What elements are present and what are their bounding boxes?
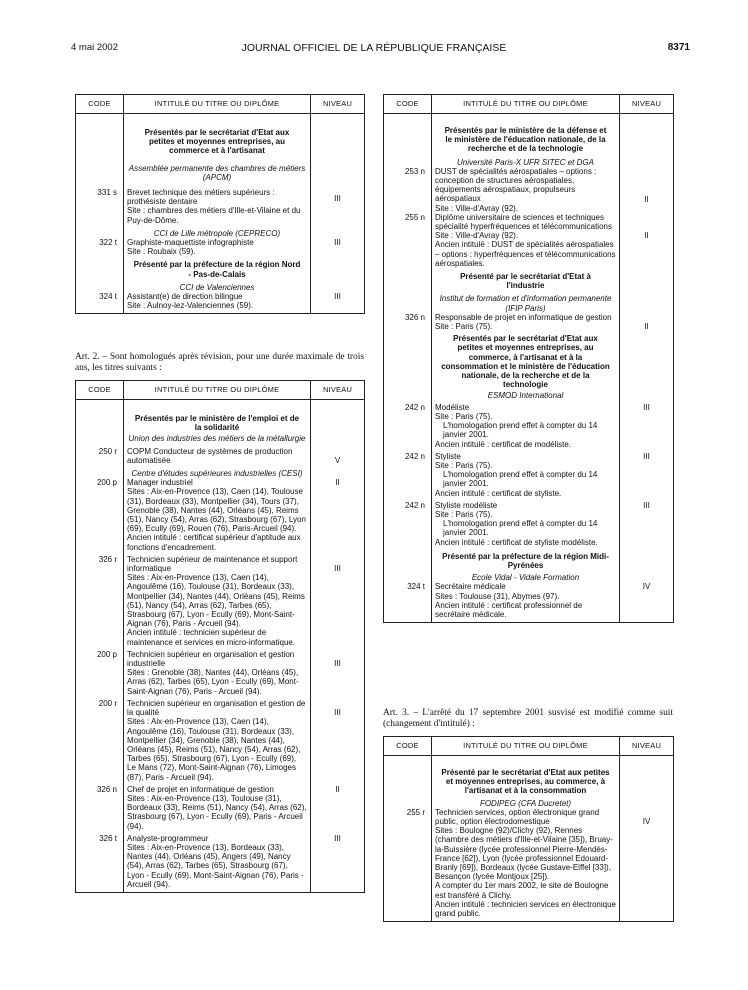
section-heading: Présentés par le ministère de la défense et le ministère de l'éducation nationale, de la recherche et de la technologie xyxy=(444,126,607,154)
entry-former-title: Ancien intitulé : certificat de styliste modéliste. xyxy=(435,537,598,547)
entry-site: Site : Ville-d'Avray (92). xyxy=(435,203,519,213)
entry-title: Chef de projet en informatique de gestion xyxy=(127,784,274,794)
page-number: 8371 xyxy=(667,42,690,53)
entry-former-title: Ancien intitulé : DUST de spécialités aérospatiales – options : hyperfréquences et télécommunications aérospatiales. xyxy=(435,240,616,268)
column-code: CODE xyxy=(384,95,432,114)
entry-code: 326 n xyxy=(76,782,124,831)
right-table-2 xyxy=(383,736,674,922)
entry-site: Site : Paris (75). xyxy=(435,460,493,470)
entry-title: Assistant(e) de direction bilingue xyxy=(127,292,243,302)
entry-code: 242 n xyxy=(384,449,432,498)
entry-level: II xyxy=(311,782,365,831)
entry-former-title: Ancien intitulé : certificat supérieur d'aptitude aux fonctions d'encadrement. xyxy=(127,533,301,552)
column-level: NIVEAU xyxy=(620,95,674,114)
entry-code: 242 n xyxy=(384,401,432,449)
column-level: NIVEAU xyxy=(311,95,365,114)
entry-former-title: Ancien intitulé : technicien supérieur de maintenance et services en micro-informatique. xyxy=(127,628,296,647)
entry-sites: Sites : Aix-en-Provence (13), Bordeaux (33), Nantes (44), Orléans (45), Angers (49), Nancy (54), Arras (62), Tarbes (65), Strasbourg (67), Lyon - Ecully (69), Mont-Saint-Aignan (76), Paris - Arcueil (94). xyxy=(127,842,304,889)
section-heading: Présentés par le secrétariat d'Etat aux petites et moyennes entreprises, au commerce et à l'artisanat xyxy=(144,128,290,156)
entry-title: Brevet technique des métiers supérieurs : prothésiste dentaire xyxy=(127,188,275,207)
right-table-1 xyxy=(383,94,674,623)
entry-site: Site : chambres des métiers d'Ille-et-Vilaine et du Puy-de-Dôme. xyxy=(127,206,301,225)
entry-code: 255 n xyxy=(384,213,432,268)
organisation: Ecole Vidal - Vidale Formation xyxy=(471,573,580,583)
journal-title: JOURNAL OFFICIEL DE LA RÉPUBLIQUE FRANÇAISE xyxy=(241,42,507,54)
entry-title: Diplôme universitaire de sciences et techniques spécialité hyperfréquences et télécommunications xyxy=(435,212,612,232)
entry-title: DUST de spécialités aérospatiales – options : conception de structures aérospatiales, équipements aérospatiaux, propulseurs aérospatiaux xyxy=(435,166,597,204)
column-code: CODE xyxy=(76,381,124,400)
entry-former-title: Ancien intitulé : certificat de modéliste. xyxy=(435,439,572,449)
column-title: INTITULÉ DU TITRE OU DIPLÔME xyxy=(432,737,620,756)
column-code: CODE xyxy=(384,737,432,756)
entry-level: II xyxy=(620,213,674,268)
column-title: INTITULÉ DU TITRE OU DIPLÔME xyxy=(124,381,311,400)
entry-level: IV xyxy=(620,582,674,622)
entry-title: Responsable de projet en informatique de gestion xyxy=(435,312,612,322)
entry-site: Site : Roubaix (59). xyxy=(127,247,196,257)
entry-level: V xyxy=(311,444,365,465)
entry-sites: Sites : Aix-en-Provence (13), Caen (14), Angoulême (16), Toulouse (31), Bordeaux (33), Montpellier (34), Grenoble (38), Nantes (44), Orléans (45), Reims (51), Nancy (54), Arras (62), Tarbes (65), Strasbourg (67), Lyon - Ecully (69), Le Mans (72), Mont-Saint-Aignan (76), Limoges (87), Paris - Arcueil (94). xyxy=(127,717,301,782)
entry-sites: Sites : Boulogne (92)/Clichy (92), Rennes (chambre des métiers d'Ille-et-Vilaine [35]), Bruay-la-Buissière (lycée professionnel Pierre-Mendès-France [62]), Lyon (lycée professionnel Edouard-Branly [69]), Bordeaux (lycée Gustave-Eiffel [33]), Besançon (lycée Montjoux [25]). xyxy=(435,826,613,882)
entry-level: II xyxy=(311,478,365,552)
entry-code: 331 s xyxy=(76,182,124,225)
entry-site: Site : Ville-d'Avray (92). xyxy=(435,231,519,241)
entry-level: III xyxy=(620,449,674,498)
entry-code: 322 t xyxy=(76,238,124,256)
entry-title: Analyste-programmeur xyxy=(127,833,209,843)
organisation: Assemblée permanente des chambres de métiers (APCM) xyxy=(128,163,306,182)
entry-site: Site : Paris (75). xyxy=(435,509,493,519)
column-level: NIVEAU xyxy=(311,381,365,400)
entry-former-title: Ancien intitulé : technicien services en électronique grand public. xyxy=(435,899,616,919)
entry-title: Technicien supérieur de maintenance et support informatique xyxy=(127,554,298,574)
entry-level: IV xyxy=(620,808,674,922)
organisation: CCI de Lille métropole (CEPRECO) xyxy=(153,228,281,238)
organisation: Centre d'études supérieures industrielles (CESI) xyxy=(131,469,303,479)
section-heading: Présenté par le secrétariat d'Etat à l'industrie xyxy=(460,272,591,291)
entry-code: 255 r xyxy=(384,808,432,922)
organisation: ESMOD International xyxy=(487,391,564,401)
entry-site: Site : Paris (75). xyxy=(435,322,493,332)
left-table-2 xyxy=(75,380,365,893)
section-heading: Présentés par le secrétariat d'Etat aux petites et moyennes entreprises, au commerce, à l'artisanat et à la consommation et le ministère de l'éducation nationale, de la recherche et de la technologie xyxy=(441,334,610,390)
entry-code: 326 r xyxy=(76,552,124,647)
organisation: Institut de formation et d'information permanente (IFIP Paris) xyxy=(439,294,612,313)
entry-level: III xyxy=(311,831,365,893)
entry-level: II xyxy=(620,313,674,331)
entry-note: L'homologation prend effet à compter du 14 janvier 2001. xyxy=(443,519,598,538)
entry-sites: Sites : Aix-en-Provence (13), Caen (14), Angoulême (16), Toulouse (31), Bordeaux (33), Montpellier (34), Nantes (44), Orléans (45), Reims (51), Nancy (54), Arras (62), Tarbes (65), Strasbourg (67), Lyon - Ecully (69), Mont-Saint-Aignan (76), Paris - Arcueil (94). xyxy=(127,573,305,629)
entry-title: Technicien services, option électronique grand public, option électrodomestique xyxy=(435,807,600,827)
entry-level: III xyxy=(311,647,365,696)
entry-note: L'homologation prend effet à compter du 14 janvier 2001. xyxy=(443,470,598,489)
entry-site: Site : Paris (75). xyxy=(435,411,493,421)
column-code: CODE xyxy=(76,95,124,114)
entry-code: 326 t xyxy=(76,831,124,893)
entry-note: A compter du 1er mars 2002, le site de Boulogne est transféré à Clichy. xyxy=(435,881,609,900)
header-date: 4 mai 2002 xyxy=(71,42,119,53)
entry-level: III xyxy=(311,182,365,225)
organisation: Université Paris-X UFR SITEC et DGA xyxy=(457,157,594,167)
entry-former-title: Ancien intitulé : certificat professionnel de secrétaire médicale. xyxy=(435,600,583,619)
entry-code: 242 n xyxy=(384,498,432,547)
column-level: NIVEAU xyxy=(620,737,674,756)
column-title: INTITULÉ DU TITRE OU DIPLÔME xyxy=(432,95,620,114)
entry-former-title: Ancien intitulé : certificat de styliste. xyxy=(435,488,562,498)
entry-site: Site : Aulnoy-lez-Valenciennes (59). xyxy=(127,301,254,311)
entry-sites: Sites : Aix-en-Provence (13), Caen (14), Toulouse (31), Bordeaux (33), Montpellier (34), Tours (37), Grenoble (38), Nantes (44), Orléans (45), Reims (51), Nancy (54), Arras (62), Strasbourg (67), Lyon (69), Ecully (69), Rouen (76), Paris-Arcueil (94). xyxy=(127,487,306,534)
entry-title: Styliste xyxy=(435,451,461,461)
entry-title: Secrétaire médicale xyxy=(435,582,506,592)
entry-title: Styliste modéliste xyxy=(435,500,498,510)
entry-level: III xyxy=(620,498,674,547)
organisation: FODIPEG (CFA Ducretet) xyxy=(479,798,572,808)
entry-code: 200 p xyxy=(76,647,124,696)
article-2: Art. 2. – Sont homologués après révision, pour une durée maximale de trois ans, les titres suivants : xyxy=(75,352,364,373)
entry-level: III xyxy=(620,401,674,449)
section-heading: Présenté par la préfecture de la région Midi-Pyrénées xyxy=(442,551,609,570)
entry-title: Technicien supérieur en organisation et gestion de la qualité xyxy=(127,698,306,718)
entry-level: III xyxy=(311,238,365,256)
section-heading: Présenté par le secrétariat d'Etat aux petites et moyennes entreprises, au commerce, à l'artisanat et à la consommation xyxy=(441,768,610,796)
entry-sites: Sites : Grenoble (38), Nantes (44), Orléans (45), Arras (62), Tarbes (65), Lyon - Ecully (69), Mont-Saint-Aignan (76), Paris - Arcueil (94). xyxy=(127,668,299,696)
entry-level: II xyxy=(620,167,674,213)
article-3: Art. 3. – L'arrêté du 17 septembre 2001 susvisé est modifié comme suit (changement d'intitulé) : xyxy=(383,708,673,729)
entry-code: 324 t xyxy=(384,582,432,622)
column-title: INTITULÉ DU TITRE OU DIPLÔME xyxy=(124,95,311,114)
entry-code: 253 n xyxy=(384,167,432,213)
entry-site: Sites : Toulouse (31), Abymes (97). xyxy=(435,591,560,601)
organisation: Union des industries des métiers de la métallurgie xyxy=(128,434,306,444)
entry-level: III xyxy=(311,552,365,647)
entry-code: 250 r xyxy=(76,444,124,465)
left-table-1 xyxy=(75,94,365,314)
section-heading: Présenté par la préfecture de la région Nord - Pas-de-Calais xyxy=(133,260,301,279)
entry-title: Manager industriel xyxy=(127,478,193,488)
entry-sites: Sites : Aix-en-Provence (13), Toulouse (31), Bordeaux (33), Reims (51), Nancy (54), Arras (62), Strasbourg (67), Lyon - Ecully (69), Paris - Arcueil (94). xyxy=(127,793,307,831)
entry-code: 326 n xyxy=(384,313,432,331)
entry-title: COPM Conducteur de systèmes de production automatisée xyxy=(127,446,293,465)
entry-note: L'homologation prend effet à compter du 14 janvier 2001. xyxy=(443,421,598,440)
section-heading: Présentés par le ministère de l'emploi et de la solidarité xyxy=(134,414,300,433)
entry-code: 200 r xyxy=(76,696,124,782)
entry-title: Modéliste xyxy=(435,402,470,412)
entry-title: Graphiste-maquettiste infographiste xyxy=(127,238,254,248)
entry-title: Technicien supérieur en organisation et gestion industrielle xyxy=(127,649,295,669)
entry-code: 324 t xyxy=(76,292,124,314)
organisation: CCI de Valenciennes xyxy=(179,282,255,292)
entry-code: 200 p xyxy=(76,478,124,552)
entry-level: III xyxy=(311,696,365,782)
entry-level: III xyxy=(311,292,365,314)
